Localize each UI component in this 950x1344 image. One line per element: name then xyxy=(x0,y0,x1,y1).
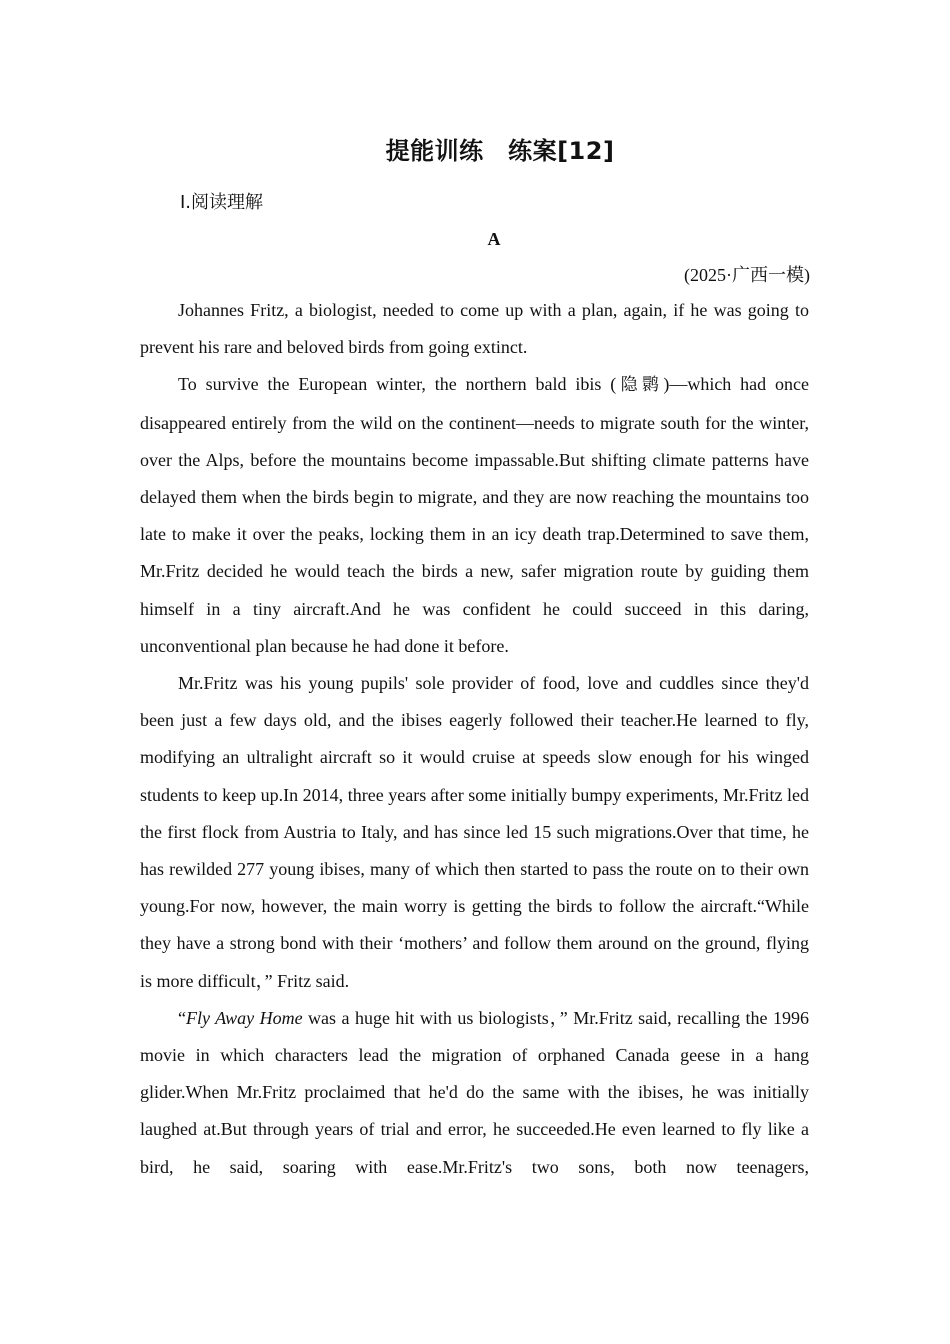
film-title: Fly Away Home xyxy=(186,1007,303,1028)
paragraph-3: Mr.Fritz was his young pupils' sole provider of food, love and cuddles since they'd been just a few days old, and the ibises eagerly followed their teacher.He learned to fly, modifying an ultralight aircraft so it would cruise at speeds slow enough for his winged students to keep up.In 2014, three years after some initially bumpy experiments, Mr.Fritz led the first flock from Austria to Italy, and has since led 15 such migrations.Over that time, he has rewilded 277 young ibises, many of which then started to pass the route on to their own young.For now, however, the main worry is getting the birds to follow the aircraft.“While they have a strong bond with their ‘mothers’ and follow them around on the ground, flying is more difficult，” Fritz said. xyxy=(140,673,809,991)
paragraph-4 xyxy=(140,1000,809,1186)
paragraph-2 xyxy=(140,366,809,665)
paragraph-4-open-quote: “ xyxy=(178,1007,186,1028)
paragraph-2-end: )—which had once disappeared entirely from the wild on the continent—needs to migrate south for the winter, over the Alps, before the mountains become impassable.But shifting climate patterns have delayed them when the birds begin to migrate, and they are now reaching the mountains too late to make it over the peaks, locking them in an icy death trap.Determined to save them, Mr.Fritz decided he would teach the birds a new, safer migration route by guiding them himself in a tiny aircraft.And he was confident he could succeed in this daring, unconventional plan because he had done it before. xyxy=(140,374,810,656)
section-heading: Ⅰ.阅读理解 xyxy=(180,192,264,213)
passage-label: A xyxy=(487,229,501,249)
passage-source: (2025·广西一模) xyxy=(684,265,810,285)
passage-body xyxy=(140,292,809,1186)
page-title: 提能训练 练案[12] xyxy=(385,137,615,165)
paragraph-4-text: was a huge hit with us biologists，” Mr.Fritz said, recalling the 1996 movie in which characters lead the migration of orphaned Canada geese in a hang glider.When Mr.Fritz proclaimed that he'd do the same with the ibises, he was initially laughed at.But through years of trial and error, he succeeded.He even learned to fly like a bird, he said, soaring with ease.Mr.Fritz's two sons, both now teenagers, xyxy=(140,1007,809,1177)
paragraph-1: Johannes Fritz, a biologist, needed to come up with a plan, again, if he was going to prevent his rare and beloved birds from going extinct. xyxy=(140,300,809,358)
paragraph-2-chinese-gloss: 隐鹮 xyxy=(616,375,664,396)
paragraph-2-start: To survive the European winter, the northern bald ibis ( xyxy=(178,374,617,395)
